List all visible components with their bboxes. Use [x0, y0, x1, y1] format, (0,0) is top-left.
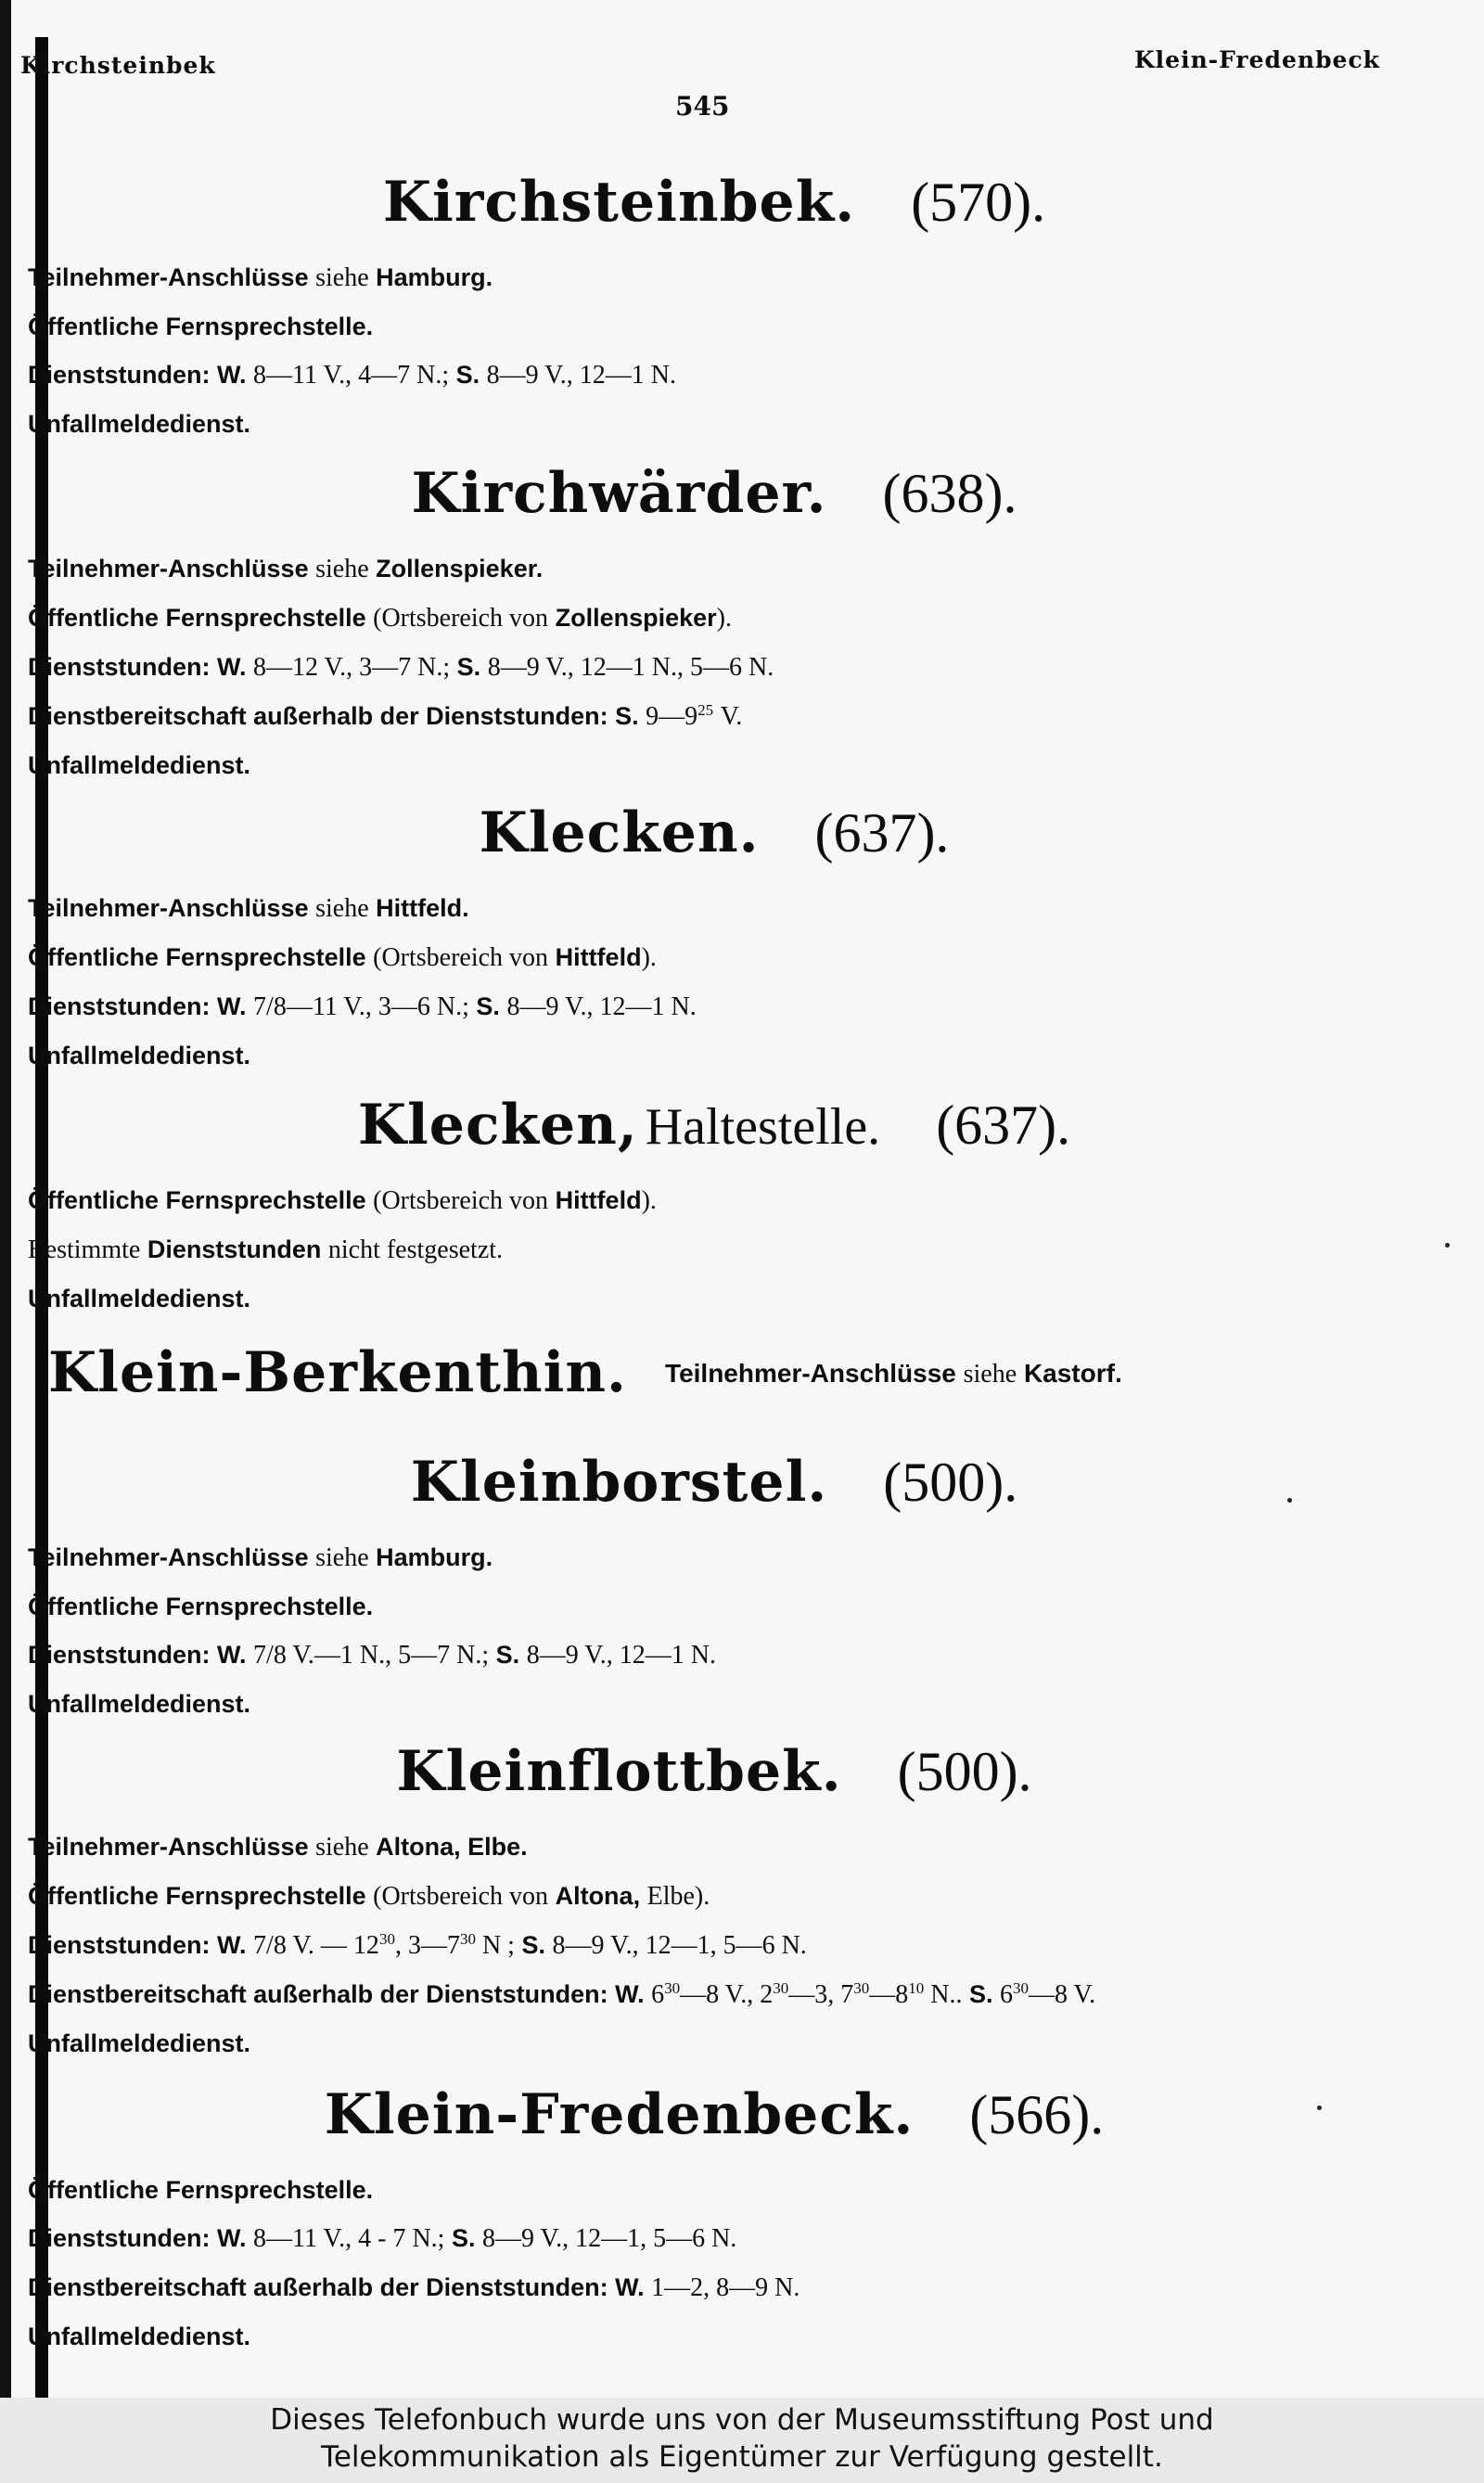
- place-suffix: Haltestelle.: [645, 1098, 881, 1156]
- subscriber-line: Teilnehmer-Anschlüsse siehe Hittfeld.: [28, 894, 469, 923]
- entry-heading: [28, 170, 1401, 235]
- entry-heading: [28, 461, 1401, 526]
- running-head-right: Klein-Fredenbeck: [1133, 46, 1380, 73]
- accident-service-line: Unfallmeldedienst.: [28, 751, 251, 779]
- entry-kirchsteinbek: [28, 170, 1401, 438]
- entry-klein-fredenbeck: [28, 2082, 1401, 2350]
- place-name: Klecken.: [479, 800, 760, 865]
- service-hours-line: Dienststunden: W. 8—11 V., 4—7 N.; S. 8—9 V., 12—1 N.: [28, 361, 676, 390]
- place-name: Kirchsteinbek.: [382, 170, 856, 235]
- entry-klecken: [28, 800, 1401, 1069]
- place-name: Klein-Berkenthin.: [48, 1340, 627, 1405]
- place-name: Klein-Fredenbeck.: [324, 2082, 915, 2147]
- standby-line: Dienstbereitschaft außerhalb der Dienststunden: W. 1—2, 8—9 N.: [28, 2273, 800, 2302]
- entry-heading: [28, 1093, 1401, 1158]
- public-station-line: Öffentliche Fernsprechstelle (Ortsbereich von Hittfeld).: [28, 1186, 657, 1215]
- entry-kleinborstel: [28, 1450, 1401, 1718]
- exchange-code: (638).: [882, 463, 1017, 524]
- attribution-footer: [0, 2398, 1484, 2483]
- public-station-line: Öffentliche Fernsprechstelle (Ortsbereich von Zollenspieker).: [28, 604, 732, 633]
- service-hours-line: Dienststunden: W. 8—11 V., 4 - 7 N.; S. 8—9 V., 12—1, 5—6 N.: [28, 2224, 737, 2253]
- entry-heading: [28, 800, 1401, 865]
- scan-speck: [1287, 1498, 1292, 1503]
- service-hours-line: Dienststunden: W. 7/8—11 V., 3—6 N.; S. 8—9 V., 12—1 N.: [28, 992, 697, 1021]
- public-station-line: Öffentliche Fernsprechstelle (Ortsbereich von Hittfeld).: [28, 943, 657, 972]
- page-number: 545: [675, 91, 730, 122]
- exchange-code: (637).: [814, 802, 950, 864]
- exchange-code: (570).: [911, 172, 1046, 233]
- exchange-code: (500).: [883, 1452, 1018, 1513]
- exchange-code: (637).: [936, 1094, 1071, 1156]
- accident-service-line: Unfallmeldedienst.: [28, 410, 251, 438]
- entry-heading: [28, 1739, 1401, 1804]
- accident-service-line: Unfallmeldedienst.: [28, 2029, 251, 2057]
- entry-heading: [28, 1450, 1401, 1515]
- subscriber-note: Teilnehmer-Anschlüsse siehe Kastorf.: [665, 1359, 1122, 1389]
- entry-kirchwaerder: [28, 461, 1401, 779]
- service-hours-line: Dienststunden: W. 7/8 V.—1 N., 5—7 N.; S. 8—9 V., 12—1 N.: [28, 1641, 717, 1670]
- public-station-line: Öffentliche Fernsprechstelle.: [28, 1593, 374, 1620]
- place-name: Kirchwärder.: [411, 461, 827, 526]
- running-head-left: Kirchsteinbek: [20, 52, 216, 79]
- subscriber-line: Teilnehmer-Anschlüsse siehe Hamburg.: [28, 263, 493, 292]
- public-station-line: Öffentliche Fernsprechstelle.: [28, 2176, 374, 2204]
- subscriber-line: Teilnehmer-Anschlüsse siehe Altona, Elbe.: [28, 1833, 528, 1862]
- subscriber-line: Teilnehmer-Anschlüsse siehe Zollenspieker.: [28, 555, 544, 583]
- service-hours-line: Dienststunden: W. 8—12 V., 3—7 N.; S. 8—9 V., 12—1 N., 5—6 N.: [28, 653, 774, 682]
- entry-kleinflottbek: [28, 1739, 1401, 2057]
- accident-service-line: Unfallmeldedienst.: [28, 2323, 251, 2350]
- place-name: Kleinborstel.: [410, 1450, 828, 1515]
- entry-klein-berkenthin: [48, 1340, 1122, 1405]
- footer-line-1: Dieses Telefonbuch wurde uns von der Museumsstiftung Post und: [270, 2403, 1214, 2437]
- exchange-code: (566).: [969, 2084, 1105, 2145]
- scan-speck: [1445, 1243, 1450, 1248]
- footer-line-2: Telekommunikation als Eigentümer zur Verfügung gestellt.: [321, 2440, 1163, 2474]
- place-name: Kleinflottbek.: [396, 1739, 842, 1804]
- entry-klecken-haltestelle: [28, 1093, 1401, 1312]
- service-hours-line: Bestimmte Dienststunden nicht festgesetzt.: [28, 1235, 504, 1264]
- public-station-line: Öffentliche Fernsprechstelle (Ortsbereich von Altona, Elbe).: [28, 1882, 710, 1911]
- place-name: Klecken,: [357, 1093, 638, 1158]
- public-station-line: Öffentliche Fernsprechstelle.: [28, 313, 374, 340]
- binding-edge: [0, 0, 11, 2398]
- scan-speck: [1317, 2105, 1322, 2110]
- exchange-code: (500).: [897, 1741, 1032, 1802]
- accident-service-line: Unfallmeldedienst.: [28, 1042, 251, 1069]
- entry-heading: [28, 2082, 1401, 2147]
- service-hours-line: Dienststunden: W. 7/8 V. — $12^{30}$, $3—7^{30}$ N ; S. 8—9 V., 12—1, 5—6 N.: [28, 1930, 807, 1960]
- subscriber-line: Teilnehmer-Anschlüsse siehe Hamburg.: [28, 1543, 493, 1572]
- standby-line: Dienstbereitschaft außerhalb der Dienststunden: S. $9—9^{25}$ V.: [28, 701, 743, 731]
- accident-service-line: Unfallmeldedienst.: [28, 1690, 251, 1718]
- accident-service-line: Unfallmeldedienst.: [28, 1285, 251, 1312]
- standby-line: Dienstbereitschaft außerhalb der Dienststunden: W. $6^{30}—8$ V., $2^{30}—3$, $7^{30}—8^{10}$ N.. S. $6^{30}—8$ V.: [28, 1979, 1096, 2009]
